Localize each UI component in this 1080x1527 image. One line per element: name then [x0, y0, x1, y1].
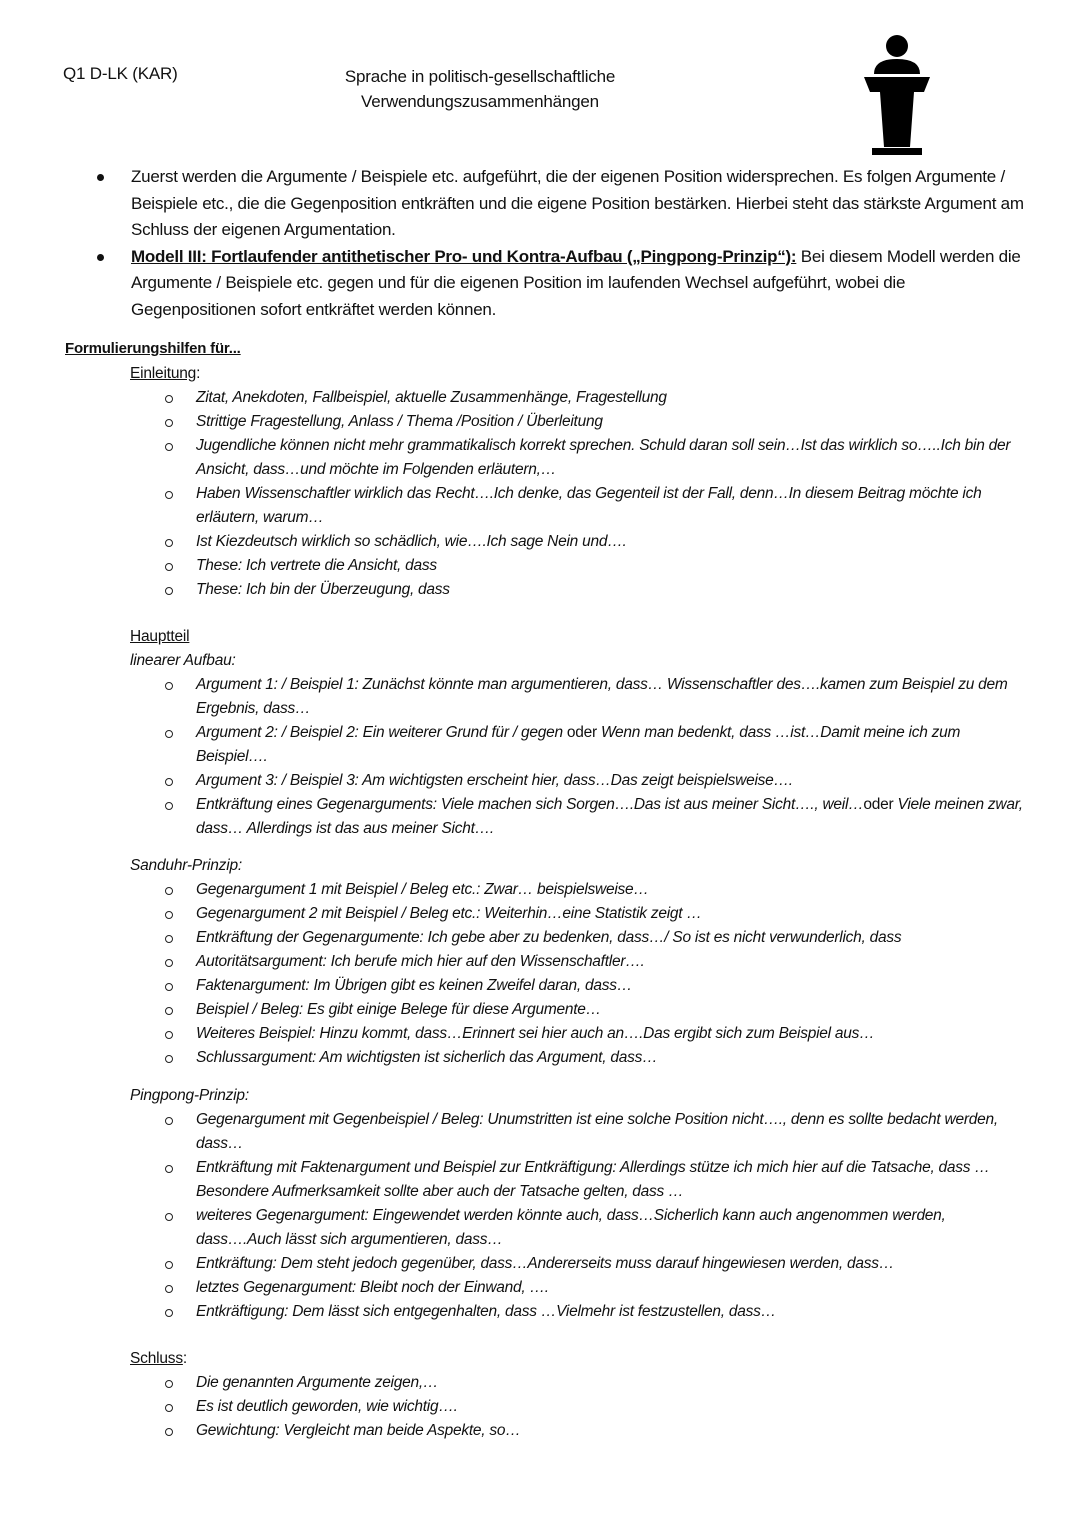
bullet-icon	[97, 174, 104, 181]
item-text: Entkräftung der Gegenargumente: Ich gebe aber zu bedenken, dass…/ So ist es nicht verwunderlich, dass	[196, 929, 902, 946]
list-item	[130, 769, 1030, 793]
sanduhr-list	[130, 878, 1030, 1070]
list-item	[130, 1395, 1030, 1419]
circle-bullet-icon	[165, 443, 173, 451]
linear-list	[130, 673, 1030, 841]
list-item	[130, 434, 1030, 482]
schluss-list	[130, 1371, 1030, 1443]
circle-bullet-icon	[165, 395, 173, 403]
list-item	[130, 1252, 1030, 1276]
hauptteil-heading	[130, 625, 1030, 649]
einleitung-list	[130, 386, 1030, 602]
item-text: Gegenargument 1 mit Beispiel / Beleg etc.: Zwar… beispielsweise…	[196, 881, 649, 898]
model-heading: Modell III: Fortlaufender antithetischer Pro- und Kontra-Aufbau („Pingpong-Prinzip“):	[131, 246, 797, 266]
pingpong-list	[130, 1108, 1030, 1324]
list-item	[130, 386, 1030, 410]
item-text: Beispiel / Beleg: Es gibt einige Belege für diese Argumente…	[196, 1001, 601, 1018]
circle-bullet-icon	[165, 911, 173, 919]
list-item	[130, 950, 1030, 974]
item-text: Viele meinen zwar, dass… Allerdings ist das aus meiner Sicht….	[196, 796, 1023, 837]
item-text: Haben Wissenschaftler wirklich das Recht….Ich denke, das Gegenteil ist der Fall, denn…In diesem Beitrag möchte ich erläutern, warum…	[196, 485, 982, 526]
item-text: Argument 2: / Beispiel 2: Ein weiterer Grund für / gegen	[196, 724, 563, 741]
bullet-icon	[97, 254, 104, 261]
schluss-label: Schluss	[130, 1350, 183, 1367]
hauptteil-section	[130, 625, 1030, 841]
item-text: Weiteres Beispiel: Hinzu kommt, dass…Erinnert sei hier auch an….Das ergibt sich zum Beispiel aus…	[196, 1025, 875, 1042]
circle-bullet-icon	[165, 887, 173, 895]
title-line-1: Sprache in politisch-gesellschaftliche	[344, 67, 616, 86]
circle-bullet-icon	[165, 802, 173, 810]
sanduhr-heading: Sanduhr-Prinzip:	[130, 857, 242, 874]
item-text: Jugendliche können nicht mehr grammatikalisch korrekt sprechen. Schuld daran soll sein…Ist das wirklich so…..Ich bin der Ansicht, dass…und möchte im Folgenden erläutern,…	[196, 437, 1011, 478]
item-text: Gegenargument 2 mit Beispiel / Beleg etc.: Weiterhin…eine Statistik zeigt …	[196, 905, 702, 922]
intro-bullet	[93, 244, 1033, 324]
connector-text: oder	[863, 796, 894, 813]
item-text: Faktenargument: Im Übrigen gibt es keinen Zweifel daran, dass…	[196, 977, 632, 994]
item-text: Schlussargument: Am wichtigsten ist sicherlich das Argument, dass…	[196, 1049, 658, 1066]
circle-bullet-icon	[165, 1404, 173, 1412]
circle-bullet-icon	[165, 778, 173, 786]
pingpong-heading: Pingpong-Prinzip:	[130, 1087, 249, 1104]
circle-bullet-icon	[165, 1055, 173, 1063]
circle-bullet-icon	[165, 1428, 173, 1436]
bullet-text: Bei diesem Modell werden die Argumente / Beispiele etc. gegen und für die eigenen Position im laufenden Wechsel aufgeführt, wobei die Gegenpositionen sofort entkräftet werden können.	[131, 246, 1021, 319]
circle-bullet-icon	[165, 587, 173, 595]
pingpong-section	[130, 1084, 1030, 1324]
list-item	[130, 721, 1030, 769]
item-text: These: Ich vertrete die Ansicht, dass	[196, 557, 437, 574]
schluss-heading	[130, 1347, 1030, 1371]
colon: :	[196, 365, 201, 382]
bullet-text: Zuerst werden die Argumente / Beispiele etc. aufgeführt, die der eigenen Position widersprechen. Es folgen Argumente / Beispiele etc., die die Gegenposition entkräften und die eigene Position bestärken. Hierbei steht das stärkste Argument am Schluss der eigenen Argumentation.	[131, 167, 1024, 239]
list-item	[130, 1108, 1030, 1156]
list-item	[130, 1276, 1030, 1300]
list-item	[130, 1046, 1030, 1070]
item-text: Es ist deutlich geworden, wie wichtig….	[196, 1398, 458, 1415]
circle-bullet-icon	[165, 730, 173, 738]
list-item	[130, 793, 1030, 841]
einleitung-heading	[130, 362, 1030, 386]
list-item	[130, 998, 1030, 1022]
list-item	[130, 673, 1030, 721]
circle-bullet-icon	[165, 539, 173, 547]
list-item	[130, 578, 1030, 602]
list-item	[130, 1419, 1030, 1443]
list-item	[130, 974, 1030, 998]
circle-bullet-icon	[165, 959, 173, 967]
item-text: Autoritätsargument: Ich berufe mich hier auf den Wissenschaftler….	[196, 953, 645, 970]
item-text: Entkräftung mit Faktenargument und Beispiel zur Entkräftigung: Allerdings stütze ich mich hier auf die Tatsache, dass …Besondere Aufmerksamkeit sollte aber auch der Tatsache gelten, dass …	[196, 1159, 990, 1200]
einleitung-label: Einleitung	[130, 365, 197, 382]
circle-bullet-icon	[165, 563, 173, 571]
connector-text: oder	[562, 724, 601, 741]
item-text: Entkräftung: Dem steht jedoch gegenüber, dass…Andererseits muss darauf hingewiesen werden, dass…	[196, 1255, 895, 1272]
list-item	[130, 1022, 1030, 1046]
circle-bullet-icon	[165, 1165, 173, 1173]
item-text: Wenn man bedenkt, dass …ist…Damit meine ich zum Beispiel….	[196, 724, 961, 765]
item-text: Entkräftigung: Dem lässt sich entgegenhalten, dass …Vielmehr ist festzustellen, dass…	[196, 1303, 776, 1320]
item-text: Argument 3: / Beispiel 3: Am wichtigsten erscheint hier, dass…Das zeigt beispielsweise….	[196, 772, 793, 789]
circle-bullet-icon	[165, 1261, 173, 1269]
circle-bullet-icon	[165, 1309, 173, 1317]
list-item	[130, 410, 1030, 434]
item-text: Strittige Fragestellung, Anlass / Thema /Position / Überleitung	[196, 413, 603, 430]
circle-bullet-icon	[165, 1031, 173, 1039]
list-item	[130, 530, 1030, 554]
list-item	[130, 1204, 1030, 1252]
item-text: Argument 1: / Beispiel 1: Zunächst könnte man argumentieren, dass… Wissenschaftler des….kamen zum Beispiel zu dem Ergebnis, dass…	[196, 676, 1008, 717]
item-text: Gegenargument mit Gegenbeispiel / Beleg: Unumstritten ist eine solche Position nicht…., denn es sollte bedacht werden, dass…	[196, 1111, 998, 1152]
list-item	[130, 482, 1030, 530]
circle-bullet-icon	[165, 682, 173, 690]
list-item	[130, 926, 1030, 950]
item-text: Gewichtung: Vergleicht man beide Aspekte, so…	[196, 1422, 521, 1439]
colon: :	[182, 1350, 187, 1367]
list-item	[130, 902, 1030, 926]
item-text: These: Ich bin der Überzeugung, dass	[196, 581, 450, 598]
list-item	[130, 1300, 1030, 1324]
circle-bullet-icon	[165, 419, 173, 427]
circle-bullet-icon	[165, 1007, 173, 1015]
list-item	[130, 554, 1030, 578]
einleitung-section	[130, 362, 1030, 602]
list-item	[130, 878, 1030, 902]
item-text: Ist Kiezdeutsch wirklich so schädlich, wie….Ich sage Nein und….	[196, 533, 627, 550]
list-item	[130, 1156, 1030, 1204]
schluss-section	[130, 1347, 1030, 1443]
linear-heading: linearer Aufbau:	[130, 652, 236, 669]
sanduhr-section	[130, 854, 1030, 1070]
circle-bullet-icon	[165, 1117, 173, 1125]
circle-bullet-icon	[165, 1380, 173, 1388]
title-line-2: Verwendungszusammenhängen	[361, 92, 599, 111]
list-item	[130, 1371, 1030, 1395]
item-text: Entkräftung eines Gegenarguments: Viele machen sich Sorgen….Das ist aus meiner Sicht…., weil…	[196, 796, 864, 813]
item-text: letztes Gegenargument: Bleibt noch der Einwand, ….	[196, 1279, 549, 1296]
hauptteil-label: Hauptteil	[130, 628, 190, 645]
podium-speaker-icon	[862, 34, 932, 158]
page-title	[290, 64, 670, 114]
section-title: Formulierungshilfen für...	[65, 340, 241, 357]
course-label: Q1 D-LK (KAR)	[63, 64, 178, 83]
circle-bullet-icon	[165, 1285, 173, 1293]
item-text: Zitat, Anekdoten, Fallbeispiel, aktuelle Zusammenhänge, Fragestellung	[196, 389, 667, 406]
item-text: Die genannten Argumente zeigen,…	[196, 1374, 439, 1391]
circle-bullet-icon	[165, 935, 173, 943]
item-text: weiteres Gegenargument: Eingewendet werden könnte auch, dass…Sicherlich kann auch angenommen werden, dass….Auch lässt sich argumentieren, dass…	[196, 1207, 946, 1248]
intro-bullet	[93, 164, 1033, 244]
circle-bullet-icon	[165, 1213, 173, 1221]
circle-bullet-icon	[165, 491, 173, 499]
intro-bullet-list	[93, 164, 1033, 323]
circle-bullet-icon	[165, 983, 173, 991]
